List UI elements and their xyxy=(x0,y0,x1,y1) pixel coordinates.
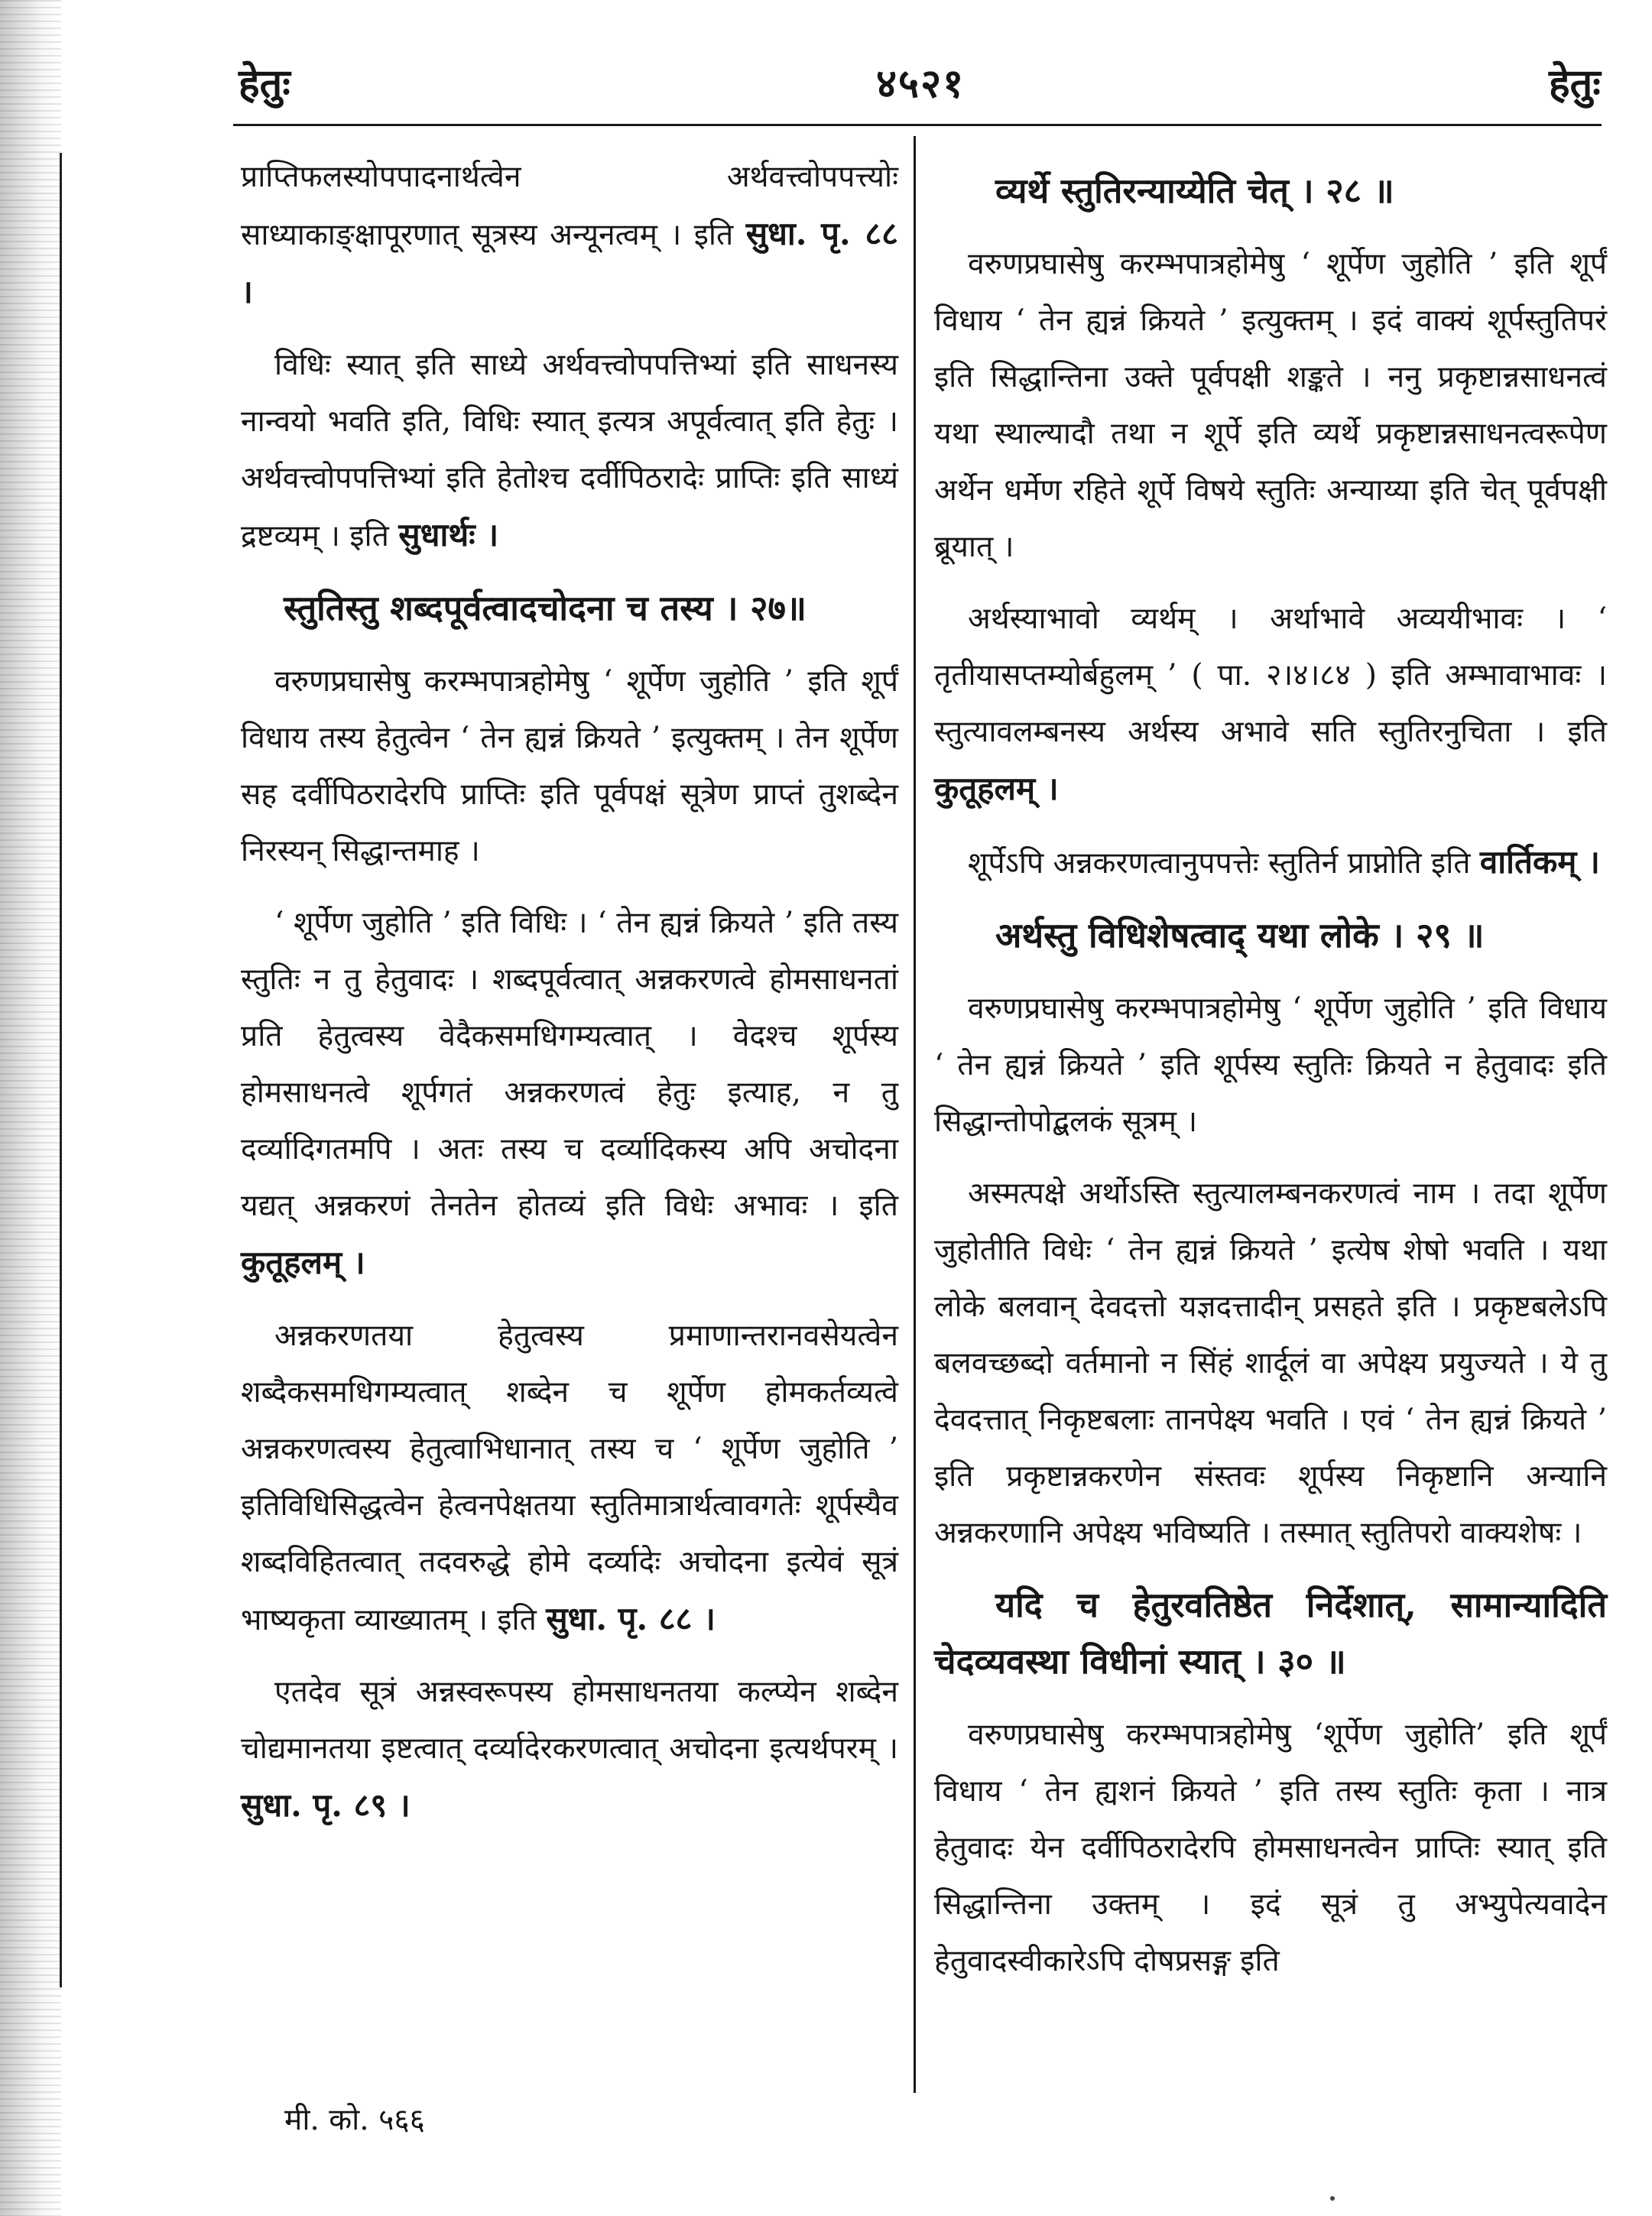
sutra-heading: अर्थस्तु विधिशेषत्वाद् यथा लोके । २९ ॥ xyxy=(995,915,1485,956)
paragraph xyxy=(241,337,898,565)
header-rule xyxy=(233,124,1602,126)
paragraph-text: वरुणप्रघासेषु करम्भपात्रहोमेषु ‘ शूर्पेण जुहोति ’ इति विधाय ‘ तेन ह्यन्नं क्रियते ’ इति शूर्पस्य स्तुतिः क्रियते न हेतुवादः इति सिद्धान्तोपोद्बलकं सूत्रम् । xyxy=(934,991,1607,1139)
scan-binding-edge xyxy=(0,0,61,2216)
scan-speck xyxy=(1330,2196,1335,2201)
footer-signature: मी. को. ५६६ xyxy=(284,2103,425,2137)
paragraph xyxy=(934,591,1607,819)
source-citation: कुतूहलम् । xyxy=(241,1244,365,1281)
running-head-right: हेतुः xyxy=(1549,60,1601,107)
paragraph-text: वरुणप्रघासेषु करम्भपात्रहोमेषु ‘शूर्पेण जुहोति’ इति शूर्पं विधाय ‘ तेन ह्यशनं क्रियते ’ इति तस्य स्तुतिः कृता । नात्र हेतुवादः येन दर्वीपिठरादेरपि होमसाधनत्वेन प्राप्तिः स्यात् इति सिद्धान्तिना उक्तम् । इदं सूत्रं तु अभ्युपेत्यवादेन हेतुवादस्वीकारेऽपि दोषप्रसङ्ग इति xyxy=(934,1718,1607,1978)
sutra-heading: यदि च हेतुरवतिष्ठेत निर्देशात्, सामान्यादिति चेदव्यवस्था विधीनां स्यात् । ३० ॥ xyxy=(934,1585,1607,1682)
sutra-heading: व्यर्थे स्तुतिरन्याय्येति चेत् । २८ ॥ xyxy=(995,170,1394,211)
right-column xyxy=(934,149,1607,2005)
source-citation: कुतूहलम् । xyxy=(934,770,1059,807)
paragraph xyxy=(241,654,898,880)
paragraph-text: अस्मत्पक्षे अर्थोऽस्ति स्तुत्यालम्बनकरणत्वं नाम । तदा शूर्पेण जुहोतीति विधेः ‘ तेन ह्यन्नं क्रियते ’ इत्येष शेषो भवति । यथा लोके बलवान् देवदत्तो यज्ञदत्तादीन् प्रसहते इति । प्रकृष्टबलेऽपि बलवच्छब्दो वर्तमानो न सिंहं शार्दूलं वा अपेक्ष्य प्रयुज्यते । ये तु देवदत्तात् निकृष्टबलाः तानपेक्ष्य भवति । एवं ‘ तेन ह्यन्नं क्रियते ’ इति प्रकृष्टान्नकरणेन संस्तवः शूर्पस्य निकृष्टानि अन्यानि अन्नकरणानि अपेक्ष्य भविष्यति । तस्मात् स्तुतिपरो वाक्यशेषः । xyxy=(934,1176,1607,1550)
source-citation: वार्तिकम् । xyxy=(1479,843,1600,881)
column-divider xyxy=(914,136,916,2093)
left-margin-rule xyxy=(60,153,62,1987)
paragraph xyxy=(934,981,1607,1150)
paragraph xyxy=(241,895,898,1293)
paragraph xyxy=(241,1308,898,1649)
paragraph-text: प्राप्तिफलस्योपपादनार्थत्वेन अर्थवत्त्वोपपत्त्योः साध्याकाङ्क्षापूरणात् सूत्रस्य अन्यूनत्वम् । इति xyxy=(241,160,898,252)
source-citation: सुधा. पृ. ८८ । xyxy=(546,1600,716,1637)
paragraph xyxy=(934,1166,1607,1562)
paragraph xyxy=(934,834,1607,892)
paragraph-text: विधिः स्यात् इति साध्ये अर्थवत्त्वोपपत्तिभ्यां इति साधनस्य नान्वयो भवति इति, विधिः स्यात् इत्यत्र अपूर्वत्वात् इति हेतुः । अर्थवत्त्वोपपत्तिभ्यां इति हेतोश्च दर्वीपिठरादेः प्राप्तिः इति साध्यं द्रष्टव्यम् । इति xyxy=(241,348,898,553)
source-citation: सुधा. पृ. ८८ । xyxy=(241,215,898,310)
paragraph-text: एतदेव सूत्रं अन्नस्वरूपस्य होमसाधनतया कल्प्येन शब्देन चोद्यमानतया इष्टत्वात् दर्व्यादेरकरणत्वात् अचोदना इत्यर्थपरम् । xyxy=(241,1675,898,1766)
page-number: ४५२१ xyxy=(876,60,966,107)
running-head-left: हेतुः xyxy=(239,60,290,107)
source-citation: सुधा. पृ. ८९ । xyxy=(241,1786,411,1824)
paragraph xyxy=(241,149,898,322)
paragraph-text: अन्नकरणतया हेतुत्वस्य प्रमाणान्तरानवसेयत्वेन शब्दैकसमधिगम्यत्वात् शब्देन च शूर्पेण होमकर्तव्यत्वे अन्नकरणत्वस्य हेतुत्वाभिधानात् तस्य च ‘ शूर्पेण जुहोति ’ इतिविधिसिद्धत्वेन हेत्वनपेक्षतया स्तुतिमात्रार्थत्वावगतेः शूर्पस्यैव शब्दविहितत्वात् तदवरुद्धे होमे दर्व्यादेः अचोदना इत्येवं सूत्रं भाष्यकृता व्याख्यातम् । इति xyxy=(241,1319,898,1637)
paragraph-text: शूर्पेऽपि अन्नकरणत्वानुपपत्तेः स्तुतिर्न प्राप्नोति इति xyxy=(968,846,1480,881)
left-column xyxy=(241,149,898,1851)
paragraph xyxy=(934,1707,1607,1990)
paragraph xyxy=(241,1664,898,1835)
paragraph xyxy=(934,236,1607,576)
paragraph-text: वरुणप्रघासेषु करम्भपात्रहोमेषु ‘ शूर्पेण जुहोति ’ इति शूर्पं विधाय तस्य हेतुत्वेन ‘ तेन ह्यन्नं क्रियते ’ इत्युक्तम् । तेन शूर्पेण सह दर्वीपिठरादेरपि प्राप्तिः इति पूर्वपक्षं सूत्रेण प्राप्तं तुशब्देन निरस्यन् सिद्धान्तमाह । xyxy=(241,664,898,868)
paragraph-text: ‘ शूर्पेण जुहोति ’ इति विधिः । ‘ तेन ह्यन्नं क्रियते ’ इति तस्य स्तुतिः न तु हेतुवादः । शब्दपूर्वत्वात् अन्नकरणत्वे होमसाधनतां प्रति हेतुत्वस्य वेदैकसमधिगम्यत्वात् । वेदश्च शूर्पस्य होमसाधनत्वे शूर्पगतं अन्नकरणत्वं हेतुः इत्याह, न तु दर्व्यादिगतमपि । अतः तस्य च दर्व्यादिकस्य अपि अचोदना यद्यत् अन्नकरणं तेनतेन होतव्यं इति विधेः अभावः । इति xyxy=(241,906,898,1223)
paragraph-text: अर्थस्याभावो व्यर्थम् । अर्थाभावे अव्ययीभावः । ‘ तृतीयासप्तम्योर्बहुलम् ’ ( पा. २।४।८४ ) इति अम्भावाभावः । स्तुत्यावलम्बनस्य अर्थस्य अभावे सति स्तुतिरनुचिता । इति xyxy=(934,602,1607,749)
paragraph-text: वरुणप्रघासेषु करम्भपात्रहोमेषु ‘ शूर्पेण जुहोति ’ इति शूर्पं विधाय ‘ तेन ह्यन्नं क्रियते ’ इत्युक्तम् । इदं वाक्यं शूर्पस्तुतिपरं इति सिद्धान्तिना उक्ते पूर्वपक्षी शङ्कते । ननु प्रकृष्टान्नसाधनत्वं यथा स्थाल्यादौ तथा न शूर्पे इति व्यर्थे प्रकृष्टान्नसाधनत्वरूपेण अर्थेन धर्मेण रहिते शूर्पे विषये स्तुतिः अन्याय्या इति चेत् पूर्वपक्षी ब्रूयात् । xyxy=(934,247,1607,564)
sutra-heading: स्तुतिस्तु शब्दपूर्वत्वादचोदना च तस्य । २७॥ xyxy=(284,588,807,628)
source-citation: सुधार्थः । xyxy=(398,516,499,553)
